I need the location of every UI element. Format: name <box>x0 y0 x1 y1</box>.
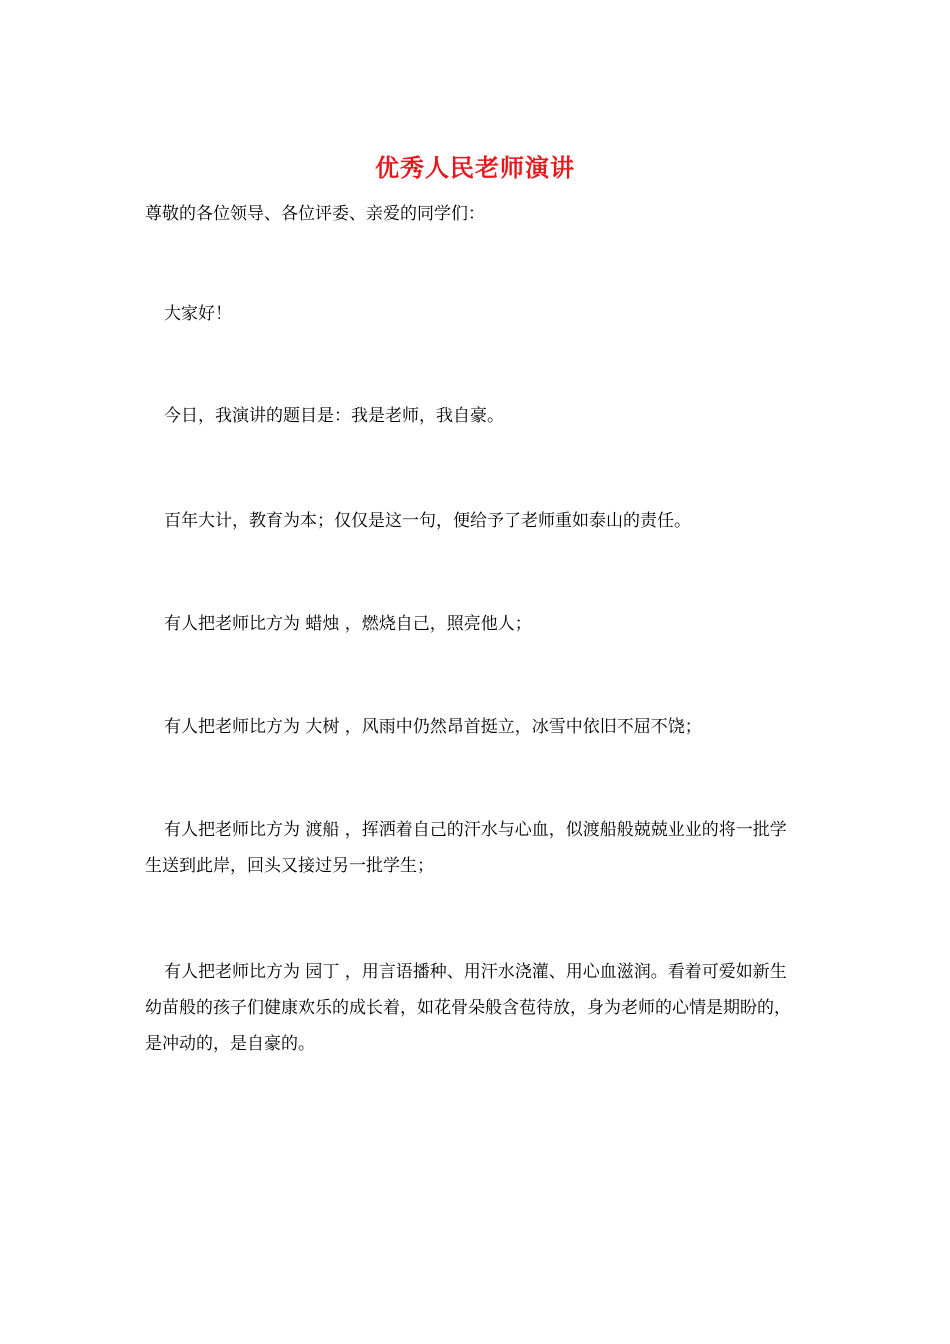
paragraph-greeting: 大家好！ <box>164 304 232 324</box>
salutation: 尊敬的各位领导、各位评委、亲爱的同学们： <box>145 204 485 224</box>
paragraph-candle: 有人把老师比方为 蜡烛 ，燃烧自己，照亮他人； <box>164 614 532 634</box>
paragraph-gardener: 有人把老师比方为 园丁 ，用言语播种、用汗水浇灌、用心血滋润。看着可爱如新生幼苗般的孩子们健康欢乐的成长着，如花骨朵般含苞待放，身为老师的心情是期盼的，是冲动的，是自豪的。 <box>145 962 791 1054</box>
paragraph-education: 百年大计，教育为本；仅仅是这一句，便给予了老师重如泰山的责任。 <box>164 511 691 531</box>
paragraph-topic: 今日，我演讲的题目是：我是老师，我自豪。 <box>164 406 504 426</box>
paragraph-ferry: 有人把老师比方为 渡船 ，挥洒着自己的汗水与心血，似渡船般兢兢业业的将一批学生送到此岸，回头又接过另一批学生； <box>145 820 787 876</box>
document-title: 优秀人民老师演讲 <box>375 153 575 182</box>
paragraph-tree: 有人把老师比方为 大树 ，风雨中仍然昂首挺立，冰雪中依旧不屈不饶； <box>164 717 702 737</box>
